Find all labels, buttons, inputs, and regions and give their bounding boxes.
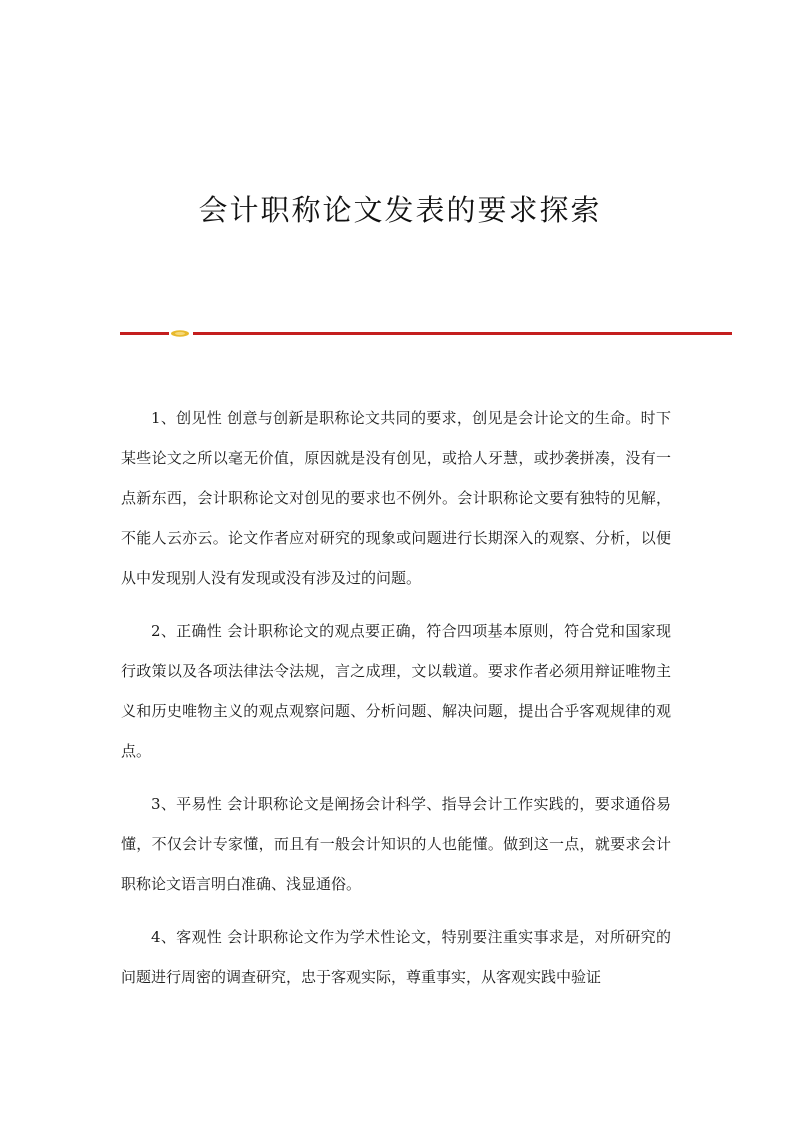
paragraph-accessibility: 3、平易性 会计职称论文是阐扬会计科学、指导会计工作实践的，要求通俗易懂，不仅会计专家懂，而且有一般会计知识的人也能懂。做到这一点，就要求会计职称论文语言明白准确、浅显通俗。: [121, 795, 671, 893]
paragraph-correctness: 2、正确性 会计职称论文的观点要正确，符合四项基本原则，符合党和国家现行政策以及各项法律法令法规，言之成理，文以载道。要求作者必须用辩证唯物主义和历史唯物主义的观点观察问题、分析问题、解决问题，提出合乎客观规律的观点。: [121, 622, 671, 760]
title-divider: [120, 329, 732, 338]
document-body: [121, 398, 671, 1010]
divider-line-left: [120, 332, 169, 335]
divider-ornament-icon: [170, 329, 190, 338]
paragraph-originality: 1、创见性 创意与创新是职称论文共同的要求，创见是会计论文的生命。时下某些论文之所以毫无价值，原因就是没有创见，或拾人牙慧，或抄袭拼凑，没有一点新东西，会计职称论文对创见的要求也不例外。会计职称论文要有独特的见解，不能人云亦云。论文作者应对研究的现象或问题进行长期深入的观察、分析，以便从中发现别人没有发现或没有涉及过的问题。: [121, 409, 671, 587]
paragraph-objectivity: 4、客观性 会计职称论文作为学术性论文，特别要注重实事求是，对所研究的问题进行周密的调查研究，忠于客观实际，尊重事实，从客观实践中验证: [121, 928, 671, 986]
divider-line-right: [193, 332, 732, 335]
document-title: 会计职称论文发表的要求探索: [198, 193, 602, 227]
